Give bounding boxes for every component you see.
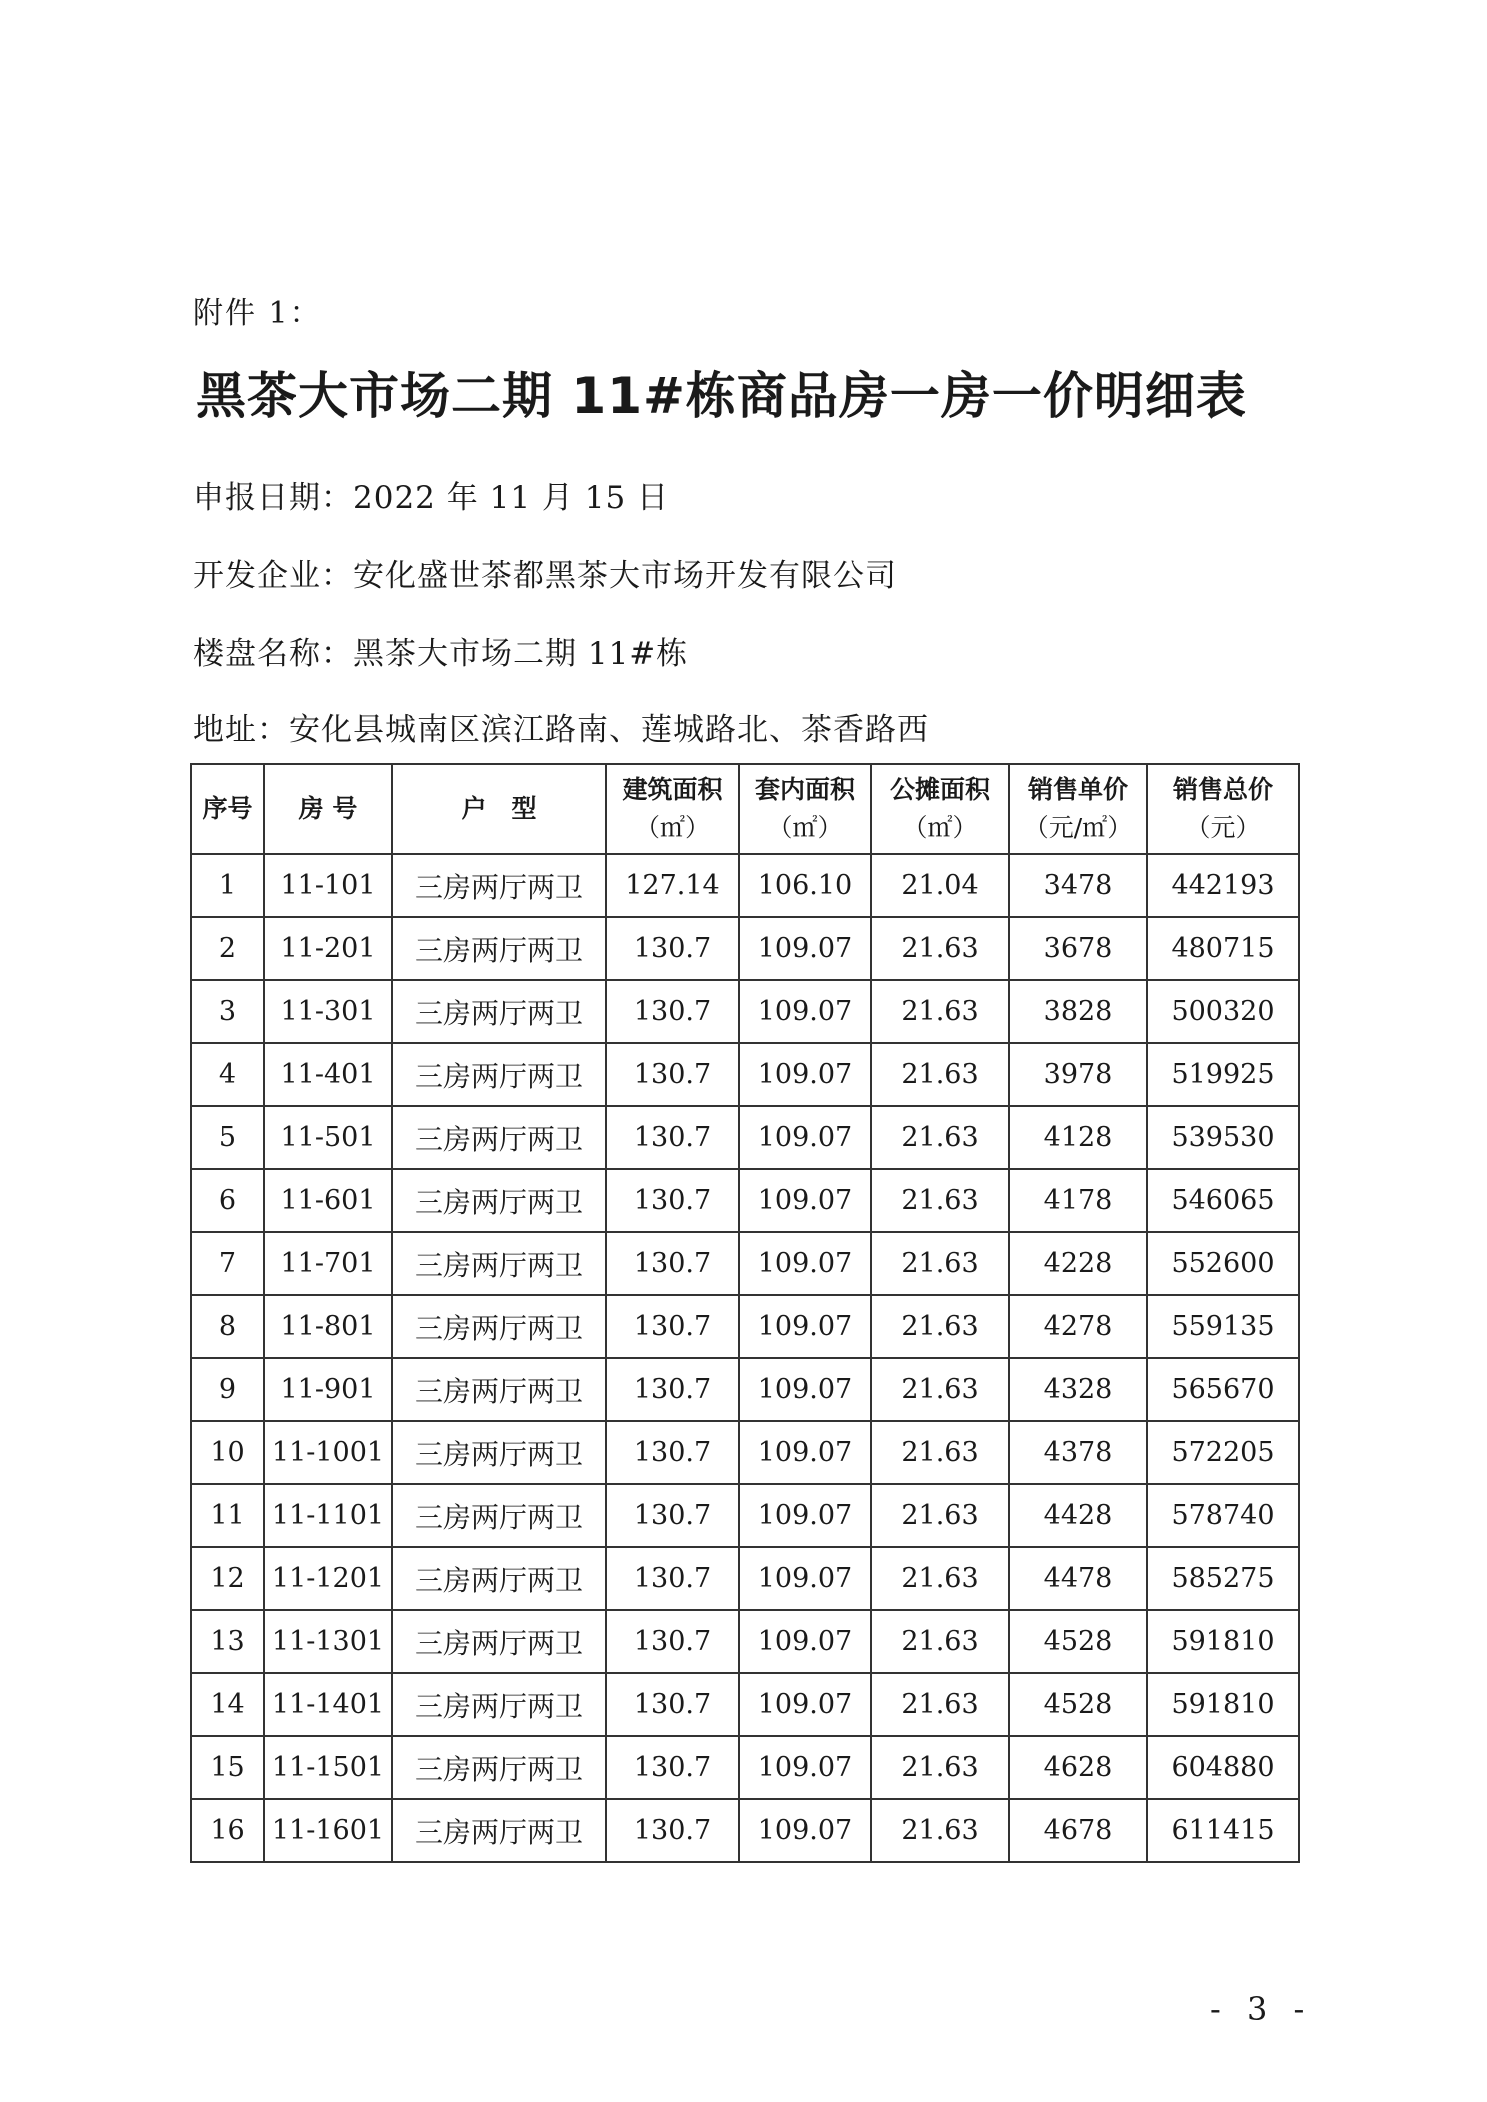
table-row [191,1358,1299,1421]
cell-room-number: 11-1101 [264,1484,392,1547]
cell-index: 3 [191,980,264,1043]
cell-room-number: 11-701 [264,1232,392,1295]
table-row [191,917,1299,980]
header-total-price [1147,764,1299,854]
header-label: 销售单价 [1027,775,1128,804]
cell-room-number: 11-201 [264,917,392,980]
cell-total-price: 591810 [1147,1673,1299,1736]
cell-inner-area: 109.07 [739,1106,871,1169]
cell-building-area: 130.7 [606,1547,739,1610]
cell-room-number: 11-1501 [264,1736,392,1799]
cell-room-number: 11-401 [264,1043,392,1106]
cell-room-number: 11-1601 [264,1799,392,1862]
document-title: 黑茶大市场二期 11#栋商品房一房一价明细表 [196,367,1247,425]
cell-inner-area: 109.07 [739,1799,871,1862]
cell-building-area: 130.7 [606,1358,739,1421]
header-shared-area [871,764,1009,854]
cell-unit-type: 三房两厅两卫 [392,1736,606,1799]
cell-total-price: 552600 [1147,1232,1299,1295]
header-label: 房 号 [298,794,358,823]
cell-unit-price: 4478 [1009,1547,1147,1610]
table-body [191,854,1299,1862]
cell-shared-area: 21.63 [871,1736,1009,1799]
developer-name: 开发企业：安化盛世茶都黑茶大市场开发有限公司 [193,558,897,594]
cell-room-number: 11-801 [264,1295,392,1358]
cell-unit-type: 三房两厅两卫 [392,1547,606,1610]
cell-building-area: 130.7 [606,1106,739,1169]
header-unit-type [392,764,606,854]
cell-unit-type: 三房两厅两卫 [392,1421,606,1484]
cell-room-number: 11-1301 [264,1610,392,1673]
cell-index: 5 [191,1106,264,1169]
cell-unit-type: 三房两厅两卫 [392,980,606,1043]
table-header-row [191,764,1299,854]
cell-building-area: 130.7 [606,1421,739,1484]
cell-building-area: 127.14 [606,854,739,917]
cell-room-number: 11-501 [264,1106,392,1169]
table-row [191,1484,1299,1547]
cell-index: 11 [191,1484,264,1547]
cell-inner-area: 109.07 [739,1295,871,1358]
table-row [191,1232,1299,1295]
cell-index: 14 [191,1673,264,1736]
cell-unit-price: 4428 [1009,1484,1147,1547]
cell-total-price: 565670 [1147,1358,1299,1421]
header-label: 建筑面积 [622,775,723,804]
cell-inner-area: 109.07 [739,917,871,980]
cell-unit-type: 三房两厅两卫 [392,1673,606,1736]
cell-room-number: 11-101 [264,854,392,917]
header-label: 公摊面积 [889,775,990,804]
cell-total-price: 559135 [1147,1295,1299,1358]
cell-inner-area: 109.07 [739,1610,871,1673]
table-row [191,1736,1299,1799]
cell-inner-area: 109.07 [739,1421,871,1484]
cell-unit-price: 3828 [1009,980,1147,1043]
cell-index: 15 [191,1736,264,1799]
cell-index: 7 [191,1232,264,1295]
cell-building-area: 130.7 [606,980,739,1043]
cell-unit-price: 4528 [1009,1673,1147,1736]
cell-index: 8 [191,1295,264,1358]
cell-shared-area: 21.63 [871,1043,1009,1106]
cell-building-area: 130.7 [606,917,739,980]
cell-inner-area: 109.07 [739,1043,871,1106]
table-row [191,1295,1299,1358]
price-detail-table [190,763,1300,1863]
table-row [191,1547,1299,1610]
cell-inner-area: 109.07 [739,1358,871,1421]
cell-room-number: 11-301 [264,980,392,1043]
cell-shared-area: 21.63 [871,1484,1009,1547]
header-unit-price [1009,764,1147,854]
cell-inner-area: 109.07 [739,1169,871,1232]
cell-shared-area: 21.63 [871,1610,1009,1673]
cell-total-price: 611415 [1147,1799,1299,1862]
cell-total-price: 539530 [1147,1106,1299,1169]
cell-unit-price: 3478 [1009,854,1147,917]
cell-building-area: 130.7 [606,1484,739,1547]
cell-unit-price: 4278 [1009,1295,1147,1358]
cell-unit-price: 4228 [1009,1232,1147,1295]
header-unit: （㎡） [634,813,710,842]
attachment-label: 附件 1： [193,296,322,331]
cell-unit-price: 4378 [1009,1421,1147,1484]
cell-shared-area: 21.63 [871,1358,1009,1421]
cell-index: 16 [191,1799,264,1862]
cell-inner-area: 109.07 [739,980,871,1043]
cell-unit-price: 4528 [1009,1610,1147,1673]
cell-index: 1 [191,854,264,917]
header-building-area [606,764,739,854]
header-label: 序号 [202,794,253,823]
cell-total-price: 604880 [1147,1736,1299,1799]
cell-unit-type: 三房两厅两卫 [392,1358,606,1421]
cell-total-price: 442193 [1147,854,1299,917]
cell-building-area: 130.7 [606,1295,739,1358]
cell-unit-type: 三房两厅两卫 [392,1106,606,1169]
cell-room-number: 11-1401 [264,1673,392,1736]
header-unit: （㎡） [902,813,978,842]
header-room-number [264,764,392,854]
cell-total-price: 591810 [1147,1610,1299,1673]
cell-unit-type: 三房两厅两卫 [392,1295,606,1358]
header-label: 销售总价 [1172,775,1273,804]
cell-unit-type: 三房两厅两卫 [392,917,606,980]
header-unit: （㎡） [767,813,843,842]
table-row [191,1106,1299,1169]
cell-total-price: 578740 [1147,1484,1299,1547]
cell-building-area: 130.7 [606,1673,739,1736]
cell-inner-area: 106.10 [739,854,871,917]
cell-total-price: 500320 [1147,980,1299,1043]
table-row [191,1169,1299,1232]
cell-unit-price: 4328 [1009,1358,1147,1421]
cell-shared-area: 21.63 [871,1421,1009,1484]
table-row [191,1043,1299,1106]
cell-shared-area: 21.63 [871,1232,1009,1295]
cell-total-price: 572205 [1147,1421,1299,1484]
cell-inner-area: 109.07 [739,1484,871,1547]
cell-shared-area: 21.63 [871,1547,1009,1610]
cell-unit-price: 3678 [1009,917,1147,980]
table-row [191,1610,1299,1673]
cell-index: 4 [191,1043,264,1106]
cell-total-price: 585275 [1147,1547,1299,1610]
cell-unit-price: 4178 [1009,1169,1147,1232]
cell-inner-area: 109.07 [739,1736,871,1799]
project-address: 地址：安化县城南区滨江路南、莲城路北、茶香路西 [193,712,929,748]
cell-unit-price: 4678 [1009,1799,1147,1862]
cell-building-area: 130.7 [606,1736,739,1799]
cell-building-area: 130.7 [606,1169,739,1232]
cell-room-number: 11-901 [264,1358,392,1421]
cell-building-area: 130.7 [606,1799,739,1862]
cell-shared-area: 21.63 [871,1295,1009,1358]
cell-inner-area: 109.07 [739,1547,871,1610]
table-row [191,1421,1299,1484]
cell-index: 9 [191,1358,264,1421]
cell-shared-area: 21.63 [871,1799,1009,1862]
cell-index: 6 [191,1169,264,1232]
cell-shared-area: 21.63 [871,980,1009,1043]
cell-shared-area: 21.63 [871,1169,1009,1232]
cell-total-price: 519925 [1147,1043,1299,1106]
cell-shared-area: 21.63 [871,1673,1009,1736]
cell-building-area: 130.7 [606,1043,739,1106]
cell-unit-type: 三房两厅两卫 [392,1484,606,1547]
cell-unit-price: 4628 [1009,1736,1147,1799]
cell-building-area: 130.7 [606,1232,739,1295]
cell-index: 12 [191,1547,264,1610]
cell-unit-type: 三房两厅两卫 [392,1169,606,1232]
table-row [191,854,1299,917]
cell-index: 10 [191,1421,264,1484]
cell-unit-price: 3978 [1009,1043,1147,1106]
header-unit: （元） [1185,813,1261,842]
cell-inner-area: 109.07 [739,1232,871,1295]
cell-index: 13 [191,1610,264,1673]
cell-building-area: 130.7 [606,1610,739,1673]
cell-total-price: 480715 [1147,917,1299,980]
header-label: 套内面积 [754,775,855,804]
cell-unit-type: 三房两厅两卫 [392,1610,606,1673]
header-inner-area [739,764,871,854]
cell-shared-area: 21.04 [871,854,1009,917]
table-row [191,1799,1299,1862]
page-number: - 3 - [1210,1990,1313,2028]
header-unit: （元/㎡） [1023,813,1133,842]
cell-inner-area: 109.07 [739,1673,871,1736]
cell-unit-type: 三房两厅两卫 [392,854,606,917]
cell-unit-price: 4128 [1009,1106,1147,1169]
header-label: 户 型 [461,794,537,823]
table-row [191,1673,1299,1736]
cell-room-number: 11-601 [264,1169,392,1232]
cell-unit-type: 三房两厅两卫 [392,1043,606,1106]
project-name: 楼盘名称：黑茶大市场二期 11#栋 [193,636,689,672]
cell-room-number: 11-1201 [264,1547,392,1610]
cell-unit-type: 三房两厅两卫 [392,1799,606,1862]
cell-shared-area: 21.63 [871,917,1009,980]
table-row [191,980,1299,1043]
report-date: 申报日期：2022 年 11 月 15 日 [193,480,670,516]
header-index [191,764,264,854]
cell-total-price: 546065 [1147,1169,1299,1232]
cell-index: 2 [191,917,264,980]
cell-unit-type: 三房两厅两卫 [392,1232,606,1295]
cell-shared-area: 21.63 [871,1106,1009,1169]
cell-room-number: 11-1001 [264,1421,392,1484]
